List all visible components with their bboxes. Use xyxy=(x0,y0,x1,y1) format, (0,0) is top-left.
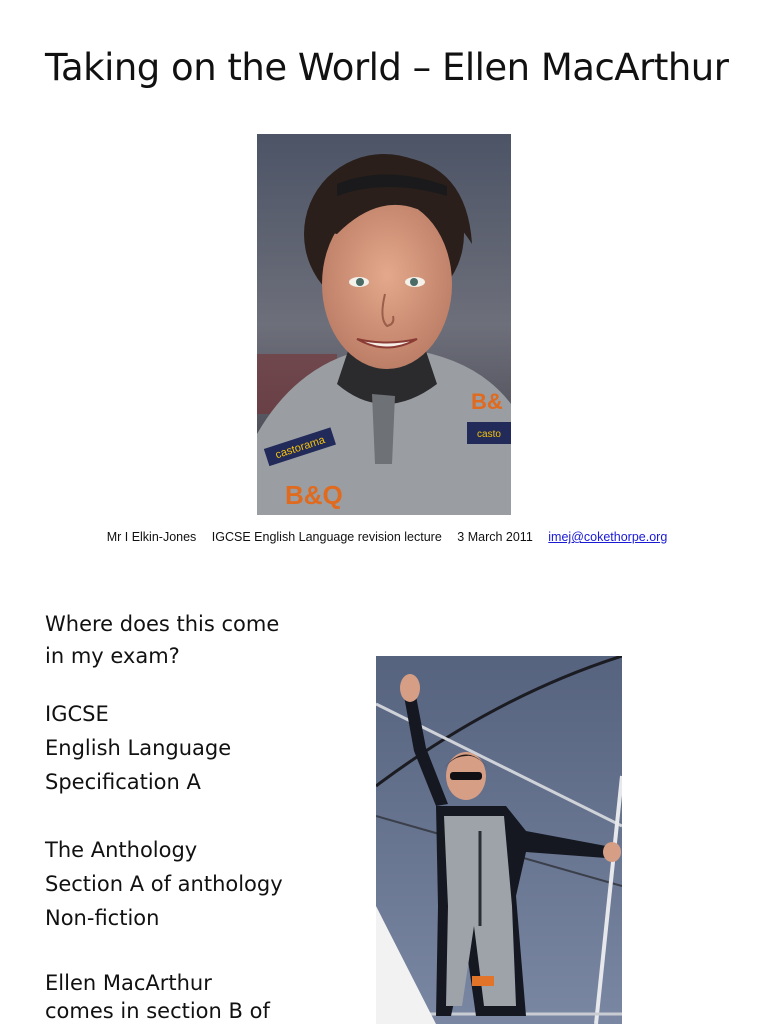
list-item: English Language xyxy=(45,736,232,760)
portrait-photo xyxy=(257,134,511,515)
list-item: comes in section B of xyxy=(45,999,270,1023)
castorama-logo: castorama xyxy=(273,434,327,462)
list-item: Specification A xyxy=(45,770,201,794)
list-item: The Anthology xyxy=(45,838,198,862)
question-line-2: in my exam? xyxy=(45,644,180,668)
list-item: IGCSE xyxy=(45,702,109,726)
sailing-photo xyxy=(376,656,622,1024)
question-heading xyxy=(45,608,279,672)
list-item: Ellen MacArthur xyxy=(45,971,212,995)
exam-info-block xyxy=(45,697,231,799)
anthology-info-block xyxy=(45,833,283,935)
list-item: Non-fiction xyxy=(45,906,160,930)
svg-text:casto: casto xyxy=(477,429,501,440)
page-title: Taking on the World – Ellen MacArthur xyxy=(45,46,729,89)
credit-date: 3 March 2011 xyxy=(457,530,533,544)
list-item: Section A of anthology xyxy=(45,872,283,896)
email-link[interactable]: imej@cokethorpe.org xyxy=(548,530,668,544)
lecture-credit xyxy=(0,530,768,544)
svg-text:B&: B& xyxy=(471,389,503,414)
bq-logo: B&Q xyxy=(285,480,343,510)
section-info-block xyxy=(45,969,270,1025)
credit-course: IGCSE English Language revision lecture xyxy=(211,530,442,544)
question-line-1: Where does this come xyxy=(45,612,280,636)
credit-author: Mr I Elkin-Jones xyxy=(106,530,197,544)
